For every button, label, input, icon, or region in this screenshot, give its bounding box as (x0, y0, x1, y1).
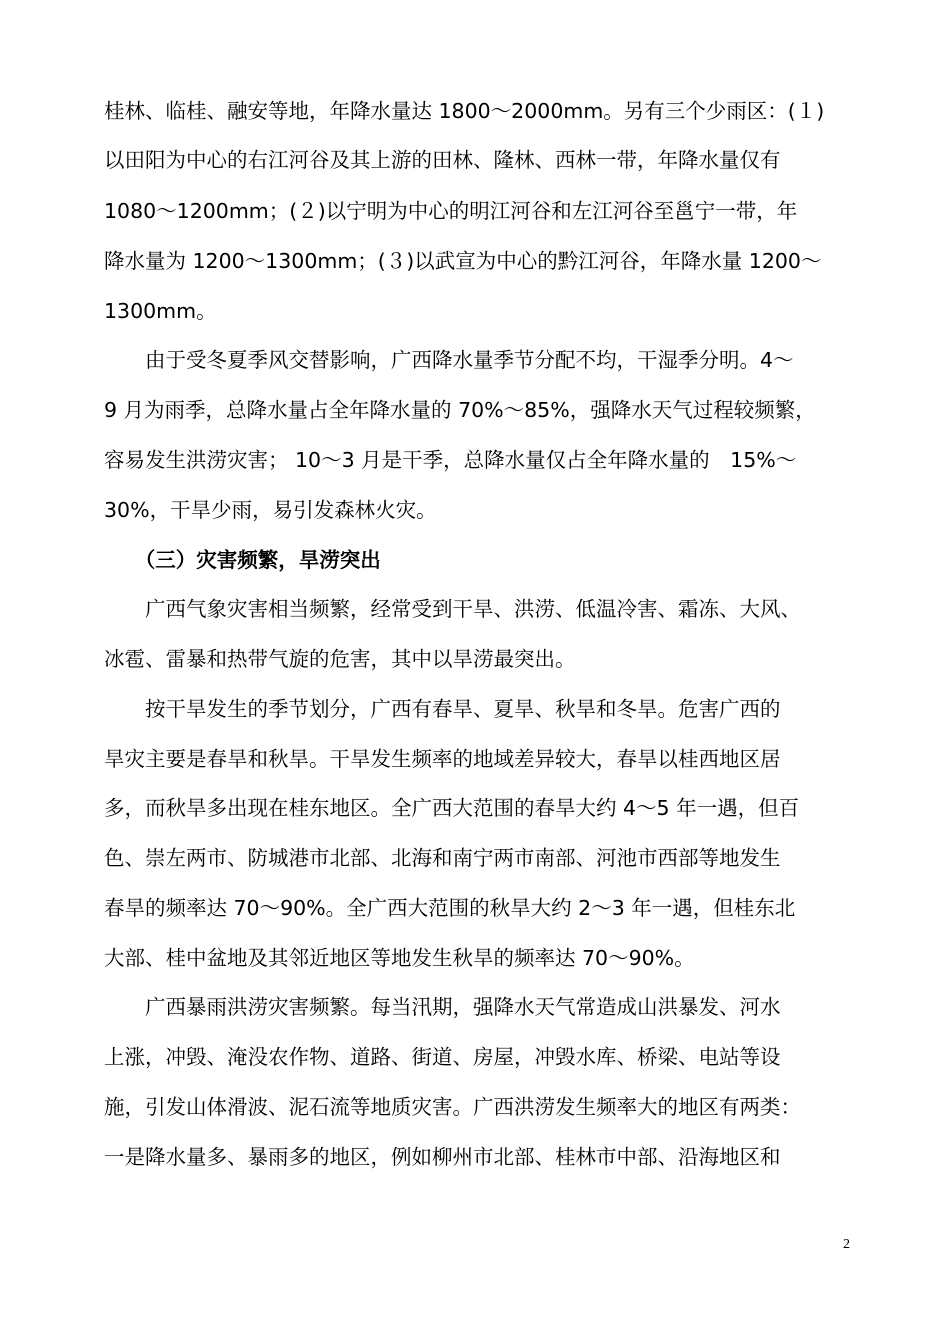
section-heading: （三）灾害频繁，旱涝突出 (104, 548, 381, 572)
text-line-9: 30%，干旱少雨，易引发森林火灾。 (104, 498, 437, 522)
text-line-20: 上涨，冲毁、淹没农作物、道路、街道、房屋，冲毁水库、桥梁、电站等设 (104, 1045, 781, 1069)
text-line-2: 以田阳为中心的右江河谷及其上游的田林、隆林、西林一带，年降水量仅有 (104, 148, 781, 172)
text-line-16: 色、崇左两市、防城港市北部、北海和南宁两市南部、河池市西部等地发生 (104, 846, 781, 870)
text-line-6: 由于受冬夏季风交替影响，广西降水量季节分配不均，干湿季分明。4～ (104, 348, 794, 372)
text-line-22: 一是降水量多、暴雨多的地区，例如柳州市北部、桂林市中部、沿海地区和 (104, 1145, 781, 1169)
text-line-11: 广西气象灾害相当频繁，经常受到干旱、洪涝、低温冷害、霜冻、大风、 (104, 597, 801, 621)
text-line-15: 多，而秋旱多出现在桂东地区。全广西大范围的春旱大约 4～5 年一遇，但百 (104, 796, 800, 820)
text-line-14: 旱灾主要是春旱和秋旱。干旱发生频率的地域差异较大，春旱以桂西地区居 (104, 747, 781, 771)
text-line-17: 春旱的频率达 70～90%。全广西大范围的秋旱大约 2～3 年一遇，但桂东北 (104, 896, 796, 920)
text-line-7: 9 月为雨季，总降水量占全年降水量的 70%～85%，强降水天气过程较频繁， (104, 398, 816, 422)
text-line-12: 冰雹、雷暴和热带气旋的危害，其中以旱涝最突出。 (104, 647, 576, 671)
text-line-8: 容易发生洪涝灾害； 10～3 月是干季，总降水量仅占全年降水量的 15%～ (104, 448, 797, 472)
text-line-18: 大部、桂中盆地及其邻近地区等地发生秋旱的频率达 70～90%。 (104, 946, 695, 970)
page-number: 2 (843, 1237, 850, 1252)
text-line-21: 施，引发山体滑波、泥石流等地质灾害。广西洪涝发生频率大的地区有两类： (104, 1095, 801, 1119)
text-line-19: 广西暴雨洪涝灾害频繁。每当汛期，强降水天气常造成山洪暴发、河水 (104, 995, 781, 1019)
text-line-5: 1300mm。 (104, 299, 217, 323)
text-line-3: 1080～1200mm；(２)以宁明为中心的明江河谷和左江河谷至邕宁一带，年 (104, 199, 798, 223)
text-line-4: 降水量为 1200～1300mm；(３)以武宣为中心的黔江河谷，年降水量 1200～ (104, 249, 822, 273)
text-line-13: 按干旱发生的季节划分，广西有春旱、夏旱、秋旱和冬旱。危害广西的 (104, 697, 781, 721)
text-line-1: 桂林、临桂、融安等地，年降水量达 1800～2000mm。另有三个少雨区：(１) (104, 99, 825, 123)
